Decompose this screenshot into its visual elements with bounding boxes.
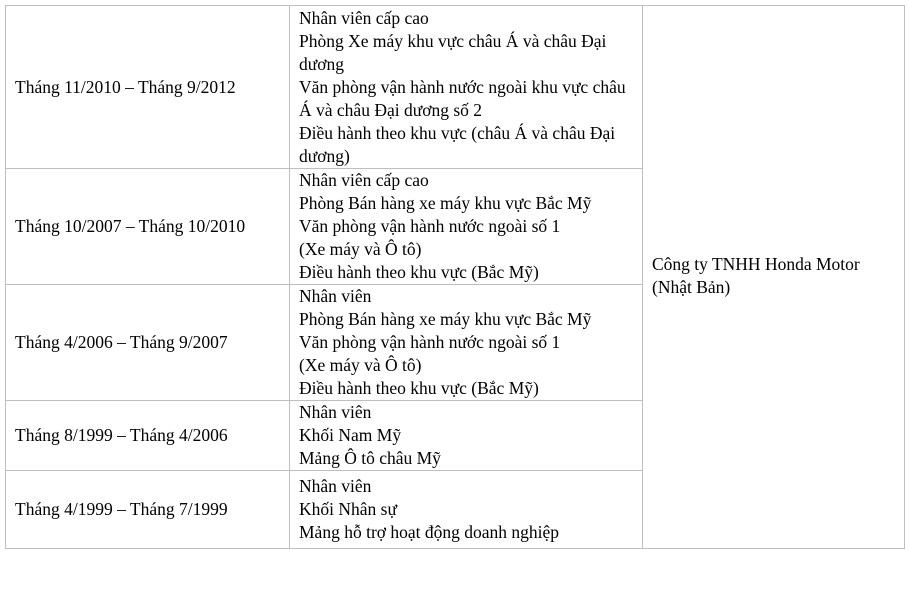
role-cell [290,6,643,169]
role-cell [290,285,643,401]
division-line: Điều hành theo khu vực (Bắc Mỹ) [299,378,539,398]
position-line: Nhân viên [299,402,372,422]
role-cell [290,471,643,549]
office-line: Văn phòng vận hành nước ngoài số 1 [299,216,561,236]
department-line: Khối Nhân sự [299,499,397,519]
division-line: Điều hành theo khu vực (châu Á và châu Đại dương) [299,122,616,166]
position-line: Nhân viên cấp cao [299,7,429,28]
role-cell [290,169,643,285]
office-detail-line: (Xe máy và Ô tô) [299,239,422,259]
period-cell: Tháng 10/2007 – Tháng 10/2010 [6,169,290,285]
period-cell: Tháng 4/2006 – Tháng 9/2007 [6,285,290,401]
office-line: Văn phòng vận hành nước ngoài số 1 [299,332,561,352]
position-line: Nhân viên cấp cao [299,170,429,190]
career-history-table [5,5,905,549]
office-detail-line: (Xe máy và Ô tô) [299,355,422,375]
department-line: Khối Nam Mỹ [299,425,402,445]
period-cell: Tháng 11/2010 – Tháng 9/2012 [6,6,290,169]
department-line: Phòng Bán hàng xe máy khu vực Bắc Mỹ [299,309,592,329]
period-cell: Tháng 8/1999 – Tháng 4/2006 [6,401,290,471]
position-line: Nhân viên [299,286,372,306]
department-line: Phòng Xe máy khu vực châu Á và châu Đại dương [299,30,607,74]
division-line: Mảng Ô tô châu Mỹ [299,448,441,468]
table-row [6,6,905,169]
division-line: Mảng hỗ trợ hoạt động doanh nghiệp [299,522,560,542]
division-line: Điều hành theo khu vực (Bắc Mỹ) [299,262,539,282]
position-line: Nhân viên [299,476,372,496]
department-line: Phòng Bán hàng xe máy khu vực Bắc Mỹ [299,193,592,213]
company-name: Công ty TNHH Honda Motor (Nhật Bản) [652,254,860,297]
role-cell [290,401,643,471]
period-cell: Tháng 4/1999 – Tháng 7/1999 [6,471,290,549]
office-line: Văn phòng vận hành nước ngoài khu vực châu Á và châu Đại dương số 2 [299,76,626,120]
company-cell [643,6,905,549]
